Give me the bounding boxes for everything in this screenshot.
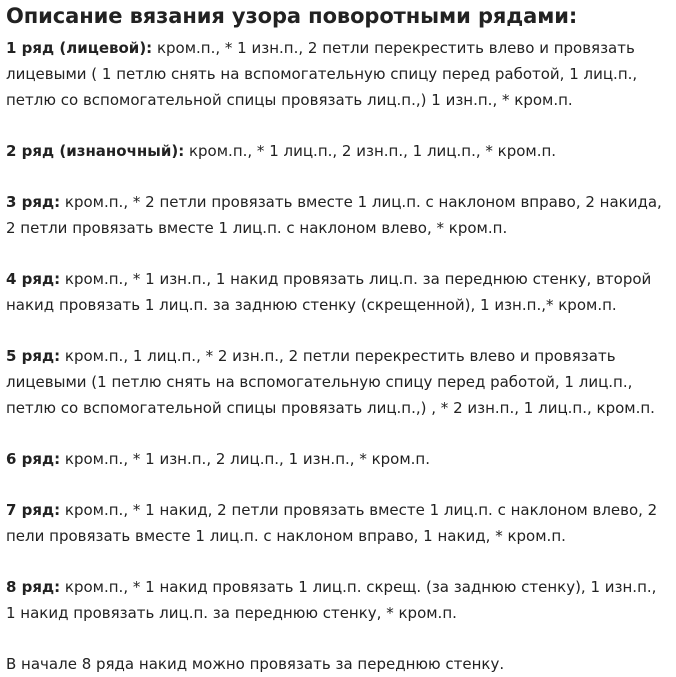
row-label: 6 ряд:: [6, 450, 61, 468]
row-text: кром.п., 1 лиц.п., * 2 изн.п., 2 петли перекрестить влево и провязать лицевыми (1 петлю снять на вспомогательную спицу перед работой, 1 лиц.п., петлю со вспомогательной спицы провязать лиц.п.,) , * 2 изн.п., 1 лиц.п., кром.п.: [6, 347, 655, 417]
row-1-instruction: [6, 35, 670, 113]
row-text: кром.п., * 1 изн.п., 1 накид провязать лиц.п. за переднюю стенку, второй накид провязать 1 лиц.п. за заднюю стенку (скрещенной), 1 изн.п.,* кром.п.: [6, 270, 652, 314]
page-title: Описание вязания узора поворотными рядами:: [6, 4, 578, 28]
row-label: 2 ряд (изнаночный):: [6, 142, 185, 160]
row-label: 4 ряд:: [6, 270, 61, 288]
row-7-instruction: [6, 497, 670, 549]
row-4-instruction: [6, 266, 670, 318]
row-label: 3 ряд:: [6, 193, 61, 211]
row-text: кром.п., * 2 петли провязать вместе 1 лиц.п. с наклоном вправо, 2 накида, 2 петли провязать вместе 1 лиц.п. с наклоном влево, * кром.п.: [6, 193, 662, 237]
row-text: кром.п., * 1 накид, 2 петли провязать вместе 1 лиц.п. с наклоном влево, 2 пели провязать вместе 1 лиц.п. с наклоном вправо, 1 накид, * кром.п.: [6, 501, 658, 545]
row-text: кром.п., * 1 лиц.п., 2 изн.п., 1 лиц.п., * кром.п.: [184, 142, 557, 160]
row-label: 7 ряд:: [6, 501, 61, 519]
row-text: кром.п., * 1 изн.п., 2 петли перекрестить влево и провязать лицевыми ( 1 петлю снять на вспомогательную спицу перед работой, 1 лиц.п., петлю со вспомогательной спицы провязать лиц.п.,) 1 изн.п., * кром.п.: [6, 39, 638, 109]
row-8-instruction: [6, 574, 670, 626]
row-text: кром.п., * 1 изн.п., 2 лиц.п., 1 изн.п., * кром.п.: [60, 450, 430, 468]
row-5-instruction: [6, 343, 670, 421]
row-6-instruction: [6, 446, 670, 472]
row-2-instruction: [6, 138, 670, 164]
row-label: 1 ряд (лицевой):: [6, 39, 153, 57]
row-label: 8 ряд:: [6, 578, 61, 596]
closing-note: В начале 8 ряда накид можно провязать за переднюю стенку.: [6, 655, 505, 673]
row-3-instruction: [6, 189, 670, 241]
row-text: кром.п., * 1 накид провязать 1 лиц.п. скрещ. (за заднюю стенку), 1 изн.п., 1 накид провязать лиц.п. за переднюю стенку, * кром.п.: [6, 578, 657, 622]
row-label: 5 ряд:: [6, 347, 61, 365]
row-list: [6, 35, 670, 677]
